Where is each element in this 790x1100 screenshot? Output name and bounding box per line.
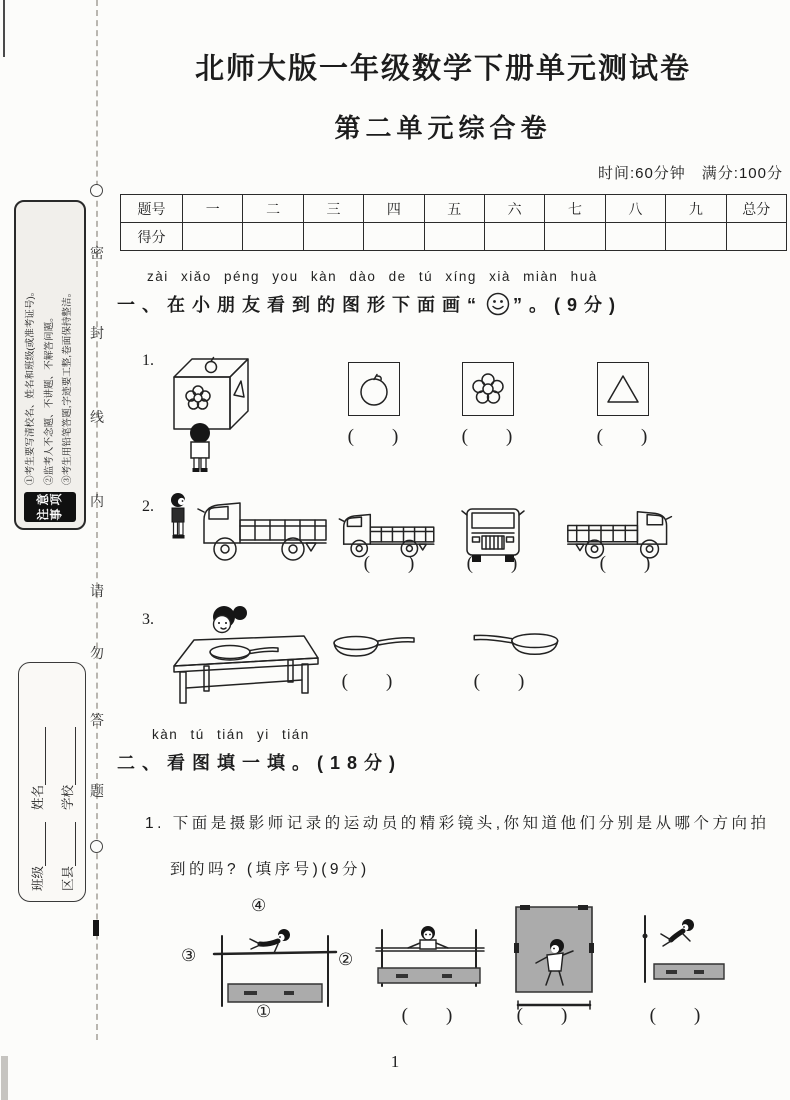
direction-label-2: ② [338,950,354,969]
smiley-icon [485,291,511,317]
score-cell-empty [545,223,605,251]
score-table-header-cell: 八 [605,195,665,223]
section1-pinyin: zài xiǎo péng you kàn dào de tú xíng xià miàn huà [147,269,598,284]
section1-title [117,291,622,317]
score-table-score-row [121,223,787,251]
answer-paren: ( ) [649,1005,701,1026]
section2-title: 二、看图填一填。(18分) [117,753,403,773]
score-table-header-cell: 四 [364,195,424,223]
time-and-score-info: 时间:60分钟 满分:100分 [597,165,783,182]
notice-header [24,492,76,522]
answer-paren: ( ) [363,553,415,574]
notice-item: ①考生要写清校名、姓名和班级(或准考证号)。 [24,286,36,485]
gymnast-front-view-photo [372,916,490,998]
student-info-row [28,673,46,891]
score-table [120,194,787,251]
score-table-header-cell: 二 [243,195,303,223]
section2-q1-line1 [145,811,770,833]
big-truck-side-left-figure [194,486,334,570]
girl-figure [213,606,247,633]
score-cell-empty [605,223,665,251]
field-blank-line [63,822,76,866]
item2-number: 2. [142,498,154,515]
seal-thick-dash [93,920,99,936]
seal-text-char: 答 [90,712,104,728]
section2-pinyin: kàn tú tián yi tián [152,727,310,742]
score-cell-empty [484,223,544,251]
option-card-flower [462,362,514,416]
score-table-header-cell: 九 [666,195,726,223]
notice-box [14,200,86,530]
score-cell-empty [303,223,363,251]
item3-number: 3. [142,611,154,628]
answer-paren: ( ) [596,426,648,447]
pan-on-table [210,646,278,661]
q1-text-line1: 下面是摄影师记录的运动员的精彩镜头,你知道他们分别是从哪个方向拍 [172,815,770,832]
answer-paren: ( ) [516,1005,568,1026]
gymnast-reference-scene-figure [200,908,350,1023]
section1-title-pre: 一、在小朋友看到的图形下面画“ [117,295,483,315]
seal-text-char: 封 [90,325,104,341]
field-label: 班级 [31,865,45,891]
answer-paren: ( ) [401,1005,453,1026]
child-viewing-cube-figure [163,346,265,476]
option-pan-handle-left-figure [468,628,564,666]
seal-text-char: 请 [90,583,104,599]
score-table-header-cell: 七 [545,195,605,223]
item1-number: 1. [142,352,154,369]
apple-icon [352,367,396,411]
direction-label-4: ④ [251,896,267,915]
score-cell-empty [243,223,303,251]
flower-on-cube [186,386,210,409]
field-label: 区县 [61,865,75,891]
option-pan-handle-right-figure [328,632,420,666]
score-cell-empty [183,223,243,251]
field-blank-line [33,822,46,866]
gymnast-front [408,926,448,949]
triangle-icon [601,367,645,411]
page-number: 1 [390,1052,400,1071]
score-table-header-cell: 一 [183,195,243,223]
score-cell-empty [364,223,424,251]
notice-item: ②监考人不念题、不讲题、不解答问题。 [43,312,55,485]
score-table-header-cell: 六 [484,195,544,223]
seal-circle-bottom [90,840,103,853]
seal-text-char: 题 [90,783,104,799]
score-table-header-cell: 总分 [726,195,786,223]
answer-paren: ( ) [466,553,518,574]
seal-text-char: 勿 [90,645,104,661]
answer-paren: ( ) [347,426,399,447]
score-table-corner-cell: 题号 [121,195,183,223]
child-figure [190,423,210,472]
section1-title-post: ”。(9分) [513,295,622,315]
gymnast-on-bar [250,929,290,953]
gymnast-side [661,919,694,946]
q1-number: 1. [145,815,165,832]
direction-label-1: ① [256,1002,272,1021]
seal-text-char: 内 [90,493,104,509]
student-info-row [58,673,76,891]
field-blank-line [63,727,76,785]
girl-at-table-with-pan-figure [152,600,324,708]
score-cell-empty [726,223,786,251]
notice-header-char: 项 [49,493,63,506]
option-card-apple [348,362,400,416]
score-cell-empty [666,223,726,251]
pan-mirrored-drawing [468,628,564,666]
score-table-header-row [121,195,787,223]
field-label: 姓名 [31,784,45,810]
answer-paren: ( ) [473,671,525,692]
notice-item: ③考生用铅笔答题,字迹要工整,卷面保持整洁。 [62,287,74,485]
seal-text-char: 密 [90,245,104,261]
student-info-box [18,662,86,902]
paper-subtitle: 第二单元综合卷 [334,113,552,143]
notice-header-char: 事 [49,508,63,521]
score-table-header-cell: 三 [303,195,363,223]
boy-figure [166,492,190,550]
score-table-header-cell: 五 [424,195,484,223]
notice-items [22,208,78,485]
notice-header-char: 注 [35,508,50,521]
score-row-label: 得分 [121,223,183,251]
seal-text-char: 线 [90,409,104,425]
option-card-triangle [597,362,649,416]
seal-circle-top [90,184,103,197]
flower-icon [466,367,510,411]
score-cell-empty [424,223,484,251]
answer-paren: ( ) [461,426,513,447]
triangle-on-cube [234,381,244,397]
gymnast-side-view-photo [630,910,730,1006]
notice-header-char: 意 [35,493,50,506]
answer-paren: ( ) [341,671,393,692]
field-label: 学校 [61,784,75,810]
gymnast-top-view-photo [510,903,598,1015]
direction-label-3: ③ [181,946,197,965]
paper-title: 北师大版一年级数学下册单元测试卷 [194,53,691,85]
answer-paren: ( ) [599,553,651,574]
section2-q1-line2: 到的吗? (填序号)(9分) [170,861,370,878]
field-blank-line [33,727,46,785]
seal-dashed-line [96,0,98,1040]
page-edge-mark-top [3,0,5,57]
